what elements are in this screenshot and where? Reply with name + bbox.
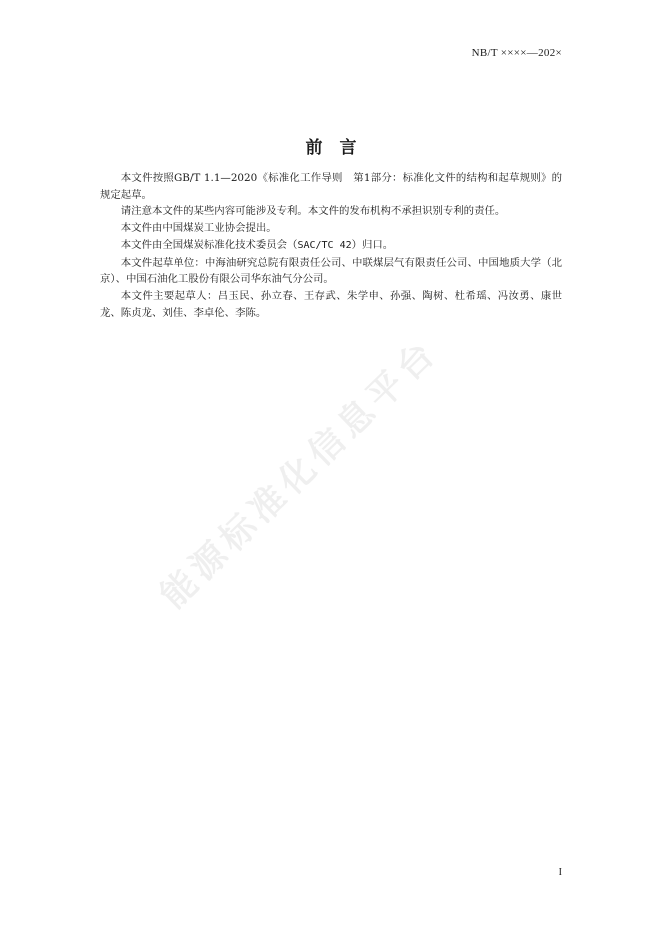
paragraph-drafting-rules: 本文件按照GB/T 1.1—2020《标准化工作导则 第1部分：标准化文件的结构和起草规则》的规定起草。 — [100, 172, 562, 201]
committee-text-prefix: 本文件由全国煤炭标准化技术委员会（ — [120, 238, 298, 251]
page-number: I — [558, 867, 562, 878]
paragraph-technical-committee — [100, 237, 562, 255]
paragraph-proposer: 本文件由中国煤炭工业协会提出。 — [120, 222, 277, 235]
standard-number: NB/T ××××—202× — [471, 47, 562, 59]
committee-code: SAC/TC 42 — [297, 239, 352, 251]
paragraph-main-drafters: 本文件主要起草人：吕玉民、孙立春、王存武、朱学申、孙强、陶树、杜希瑶、冯汝勇、康世龙、陈贞龙、刘佳、李卓伦、李陈。 — [100, 289, 562, 319]
paragraph-patent-notice: 请注意本文件的某些内容可能涉及专利。本文件的发布机构不承担识别专利的责任。 — [120, 205, 506, 218]
page-title: 前 言 — [305, 138, 357, 158]
paragraph-drafting-units: 本文件起草单位：中海油研究总院有限责任公司、中联煤层气有限责任公司、中国地质大学（北京）、中国石油化工股份有限公司华东油气分公司。 — [100, 256, 562, 286]
committee-text-suffix: ）归口。 — [351, 238, 394, 251]
foreword-body — [100, 170, 562, 321]
watermark: 能源标准化信息平台 — [153, 331, 447, 617]
